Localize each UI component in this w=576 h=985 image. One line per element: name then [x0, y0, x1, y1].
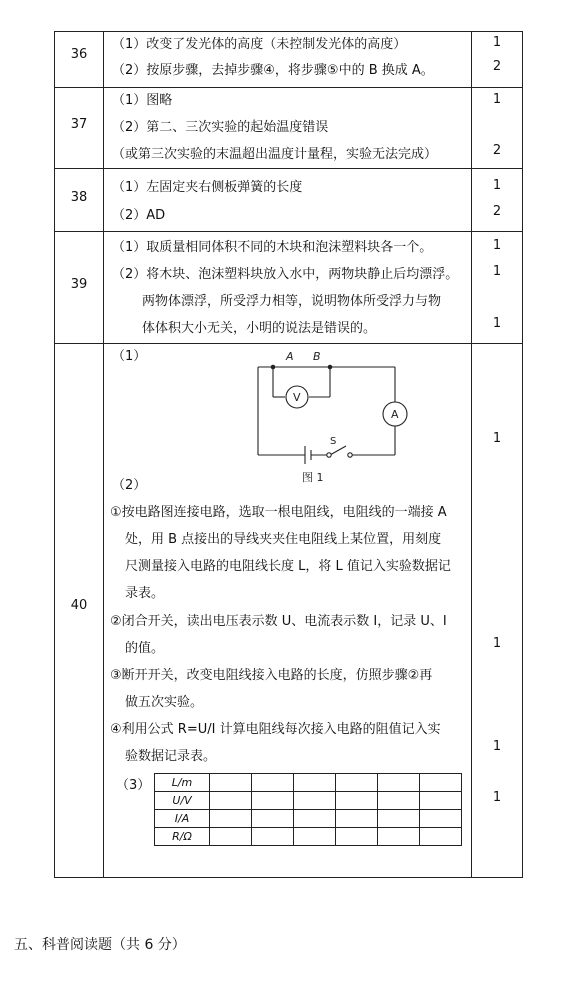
- score: 1: [492, 238, 502, 253]
- step-line: ④利用公式 R=U/I 计算电阻线每次接入电路的阻值记入实: [110, 722, 441, 737]
- question-number: 40: [70, 598, 88, 613]
- question-number: 36: [70, 47, 88, 62]
- point-b-label: B: [313, 350, 321, 363]
- answer-line: 两物体漂浮，所受浮力相等，说明物体所受浮力与物: [142, 294, 442, 309]
- score: 1: [492, 264, 502, 279]
- data-record-table: [154, 773, 462, 846]
- point-a-label: A: [286, 350, 294, 363]
- answer-line: （2）第二、三次实验的起始温度错误: [112, 120, 329, 135]
- score: 1: [492, 92, 502, 107]
- score: 1: [492, 178, 502, 193]
- question-number: 39: [70, 277, 88, 292]
- part-label: （2）: [112, 478, 147, 493]
- answer-line: （2）将木块、泡沫塑料块放入水中，两物块静止后均漂浮。: [112, 267, 459, 282]
- answer-line: （1）取质量相同体积不同的木块和泡沫塑料块各一个。: [112, 240, 433, 255]
- step-line: 的值。: [125, 641, 165, 656]
- score: 1: [492, 739, 502, 754]
- answer-line: （1）左固定夹右侧板弹簧的长度: [112, 180, 303, 195]
- step-line: ①按电路图连接电路，选取一根电阻线，电阻线的一端接 A: [110, 505, 447, 520]
- table-header-cell: R/Ω: [155, 828, 210, 846]
- table-header-cell: I/A: [155, 810, 210, 828]
- answer-line: 体体积大小无关，小明的说法是错误的。: [142, 321, 377, 336]
- table-header-cell: L/m: [155, 774, 210, 792]
- voltmeter-label: V: [293, 391, 301, 404]
- step-line: 处，用 B 点接出的导线夹夹住电阻线上某位置，用刻度: [125, 532, 442, 547]
- score: 1: [492, 316, 502, 331]
- circuit-diagram: [240, 345, 420, 485]
- row-divider: [54, 231, 523, 232]
- answer-line: （1）图略: [112, 93, 173, 108]
- part-label: （3）: [116, 778, 151, 793]
- question-number: 38: [70, 190, 88, 205]
- section-title: 五、科普阅读题（共 6 分）: [14, 937, 186, 953]
- ammeter-label: A: [391, 408, 399, 421]
- table-divider-num: [103, 31, 104, 878]
- step-line: 录表。: [125, 586, 165, 601]
- row-divider: [54, 343, 523, 344]
- part-label: （1）: [112, 349, 147, 364]
- switch-label: S: [330, 436, 337, 447]
- step-line: ③断开开关，改变电阻线接入电路的长度，仿照步骤②再: [110, 668, 433, 683]
- table-border-left: [54, 31, 55, 878]
- score: 1: [492, 35, 502, 50]
- figure-caption: 图 1: [302, 471, 324, 484]
- row-divider: [54, 168, 523, 169]
- table-border-right: [522, 31, 523, 878]
- score: 1: [492, 636, 502, 651]
- step-line: ②闭合开关，读出电压表示数 U、电流表示数 I，记录 U、I: [110, 614, 447, 629]
- row-divider: [54, 87, 523, 88]
- score: 2: [492, 143, 502, 158]
- step-line: 做五次实验。: [125, 695, 204, 710]
- score: 2: [492, 204, 502, 219]
- answer-line: （或第三次实验的末温超出温度计量程，实验无法完成）: [112, 147, 438, 162]
- score: 2: [492, 59, 502, 74]
- table-header-cell: U/V: [155, 792, 210, 810]
- question-number: 37: [70, 117, 88, 132]
- answer-line: （1）改变了发光体的高度（未控制发光体的高度）: [112, 37, 407, 52]
- score: 1: [492, 790, 502, 805]
- table-border-bottom: [54, 877, 523, 878]
- score: 1: [492, 431, 502, 446]
- step-line: 尺测量接入电路的电阻线长度 L，将 L 值记入实验数据记: [125, 559, 451, 574]
- answer-line: （2）按原步骤，去掉步骤④，将步骤⑤中的 B 换成 A。: [112, 63, 434, 78]
- table-border-top: [54, 31, 523, 32]
- step-line: 验数据记录表。: [125, 749, 217, 764]
- answer-line: （2）AD: [112, 208, 166, 223]
